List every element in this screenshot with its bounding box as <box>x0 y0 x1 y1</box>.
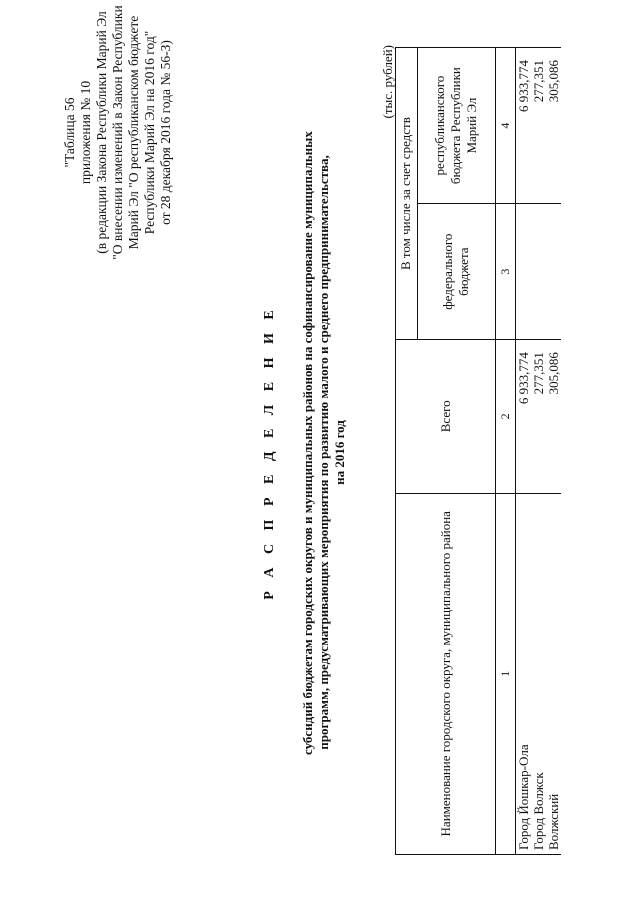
table-reference-header <box>62 0 174 265</box>
header-line: приложения № 10 <box>78 80 93 185</box>
municipality-name: Город Йошкар-Ола <box>516 493 532 854</box>
table-row <box>546 48 561 855</box>
header-line: Марий Эл "О республиканском бюджете <box>126 15 141 250</box>
column-header-name: Наименование городского округа, муниципального района <box>396 493 496 854</box>
column-header-republic: республиканского бюджета Республики Марий Эл <box>417 48 495 204</box>
column-header-federal: федерального бюджета <box>417 204 495 340</box>
republic-value: 305,086 <box>546 48 561 204</box>
header-line: от 28 декабря 2016 года № 56-З) <box>158 40 173 225</box>
subtitle-line: на 2016 год <box>332 420 347 485</box>
municipality-name: Город Волжск <box>531 493 546 854</box>
subtitle-line: субсидий бюджетам городских округов и муниципальных районов на софинансирование муниципальных <box>300 131 315 755</box>
subtitle-line: программ, предусматривающих мероприятия по развитию малого и среднего предпринимательства, <box>316 155 331 750</box>
header-line: "Таблица 56 <box>62 97 77 168</box>
column-number-row <box>496 48 516 855</box>
table-row <box>531 48 546 855</box>
document-title: Р А С П Р Е Д Е Л Е Н И Е <box>262 305 277 600</box>
header-line: Республики Марий Эл на 2016 год" <box>142 30 157 235</box>
column-number: 4 <box>496 48 516 204</box>
column-header-total: Всего <box>396 340 496 493</box>
municipality-name: Волжский <box>546 493 561 854</box>
total-value: 305,086 <box>546 340 561 493</box>
republic-value: 277,351 <box>531 48 546 204</box>
table-row <box>516 48 532 855</box>
column-number: 1 <box>496 493 516 854</box>
column-number: 2 <box>496 340 516 493</box>
federal-value <box>516 204 532 340</box>
total-value: 277,351 <box>531 340 546 493</box>
header-line: (в редакции Закона Республики Марий Эл <box>94 11 109 254</box>
column-number: 3 <box>496 204 516 340</box>
federal-value <box>531 204 546 340</box>
republic-value: 6 933,774 <box>516 48 532 204</box>
column-header-group: В том числе за счет средств <box>396 48 418 340</box>
federal-value <box>546 204 561 340</box>
distribution-table <box>395 47 561 855</box>
units-label: (тыс. рублей) <box>380 45 395 119</box>
header-line: "О внесении изменений в Закон Республики <box>110 5 125 260</box>
total-value: 6 933,774 <box>516 340 532 493</box>
document-subtitle <box>300 131 348 755</box>
